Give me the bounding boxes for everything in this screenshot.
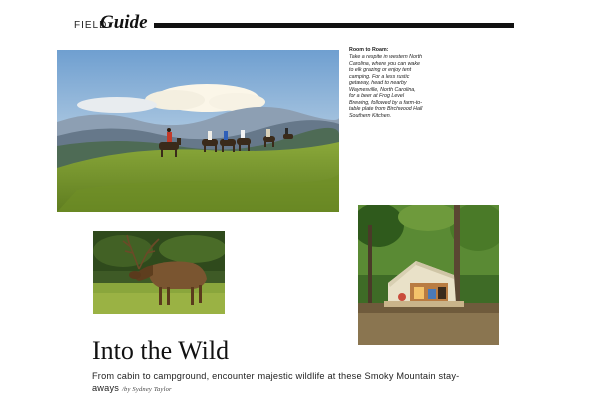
section-label: FIELD (74, 20, 108, 31)
elk-photo (93, 231, 225, 314)
glamping-tent-photo (358, 205, 499, 345)
article-byline: /by Sydney Taylor (122, 385, 172, 393)
sidebar-title: Room to Roam: (349, 47, 389, 53)
article-dek-block (92, 371, 462, 395)
article-dek: From cabin to campground, encounter majestic wildlife at these Smoky Mountain stay-aways (92, 371, 460, 393)
article-title: Into the Wild (92, 336, 230, 365)
horseback-riders-photo (57, 50, 339, 212)
sidebar-body: Take a respite in western North Carolina, where you can wake to elk grazing or enjoy tent camping. For a less rustic getaway, head to nearby Waynesville, North Carolina, for a beer at Frog Level Brewing, followed by a farm-to-table plate from Birchwood Hall Southern Kitchen. (349, 54, 423, 119)
header-rule (154, 23, 514, 28)
section-header (74, 10, 514, 38)
sidebar-caption (349, 47, 423, 119)
section-title: Guide (100, 12, 148, 33)
